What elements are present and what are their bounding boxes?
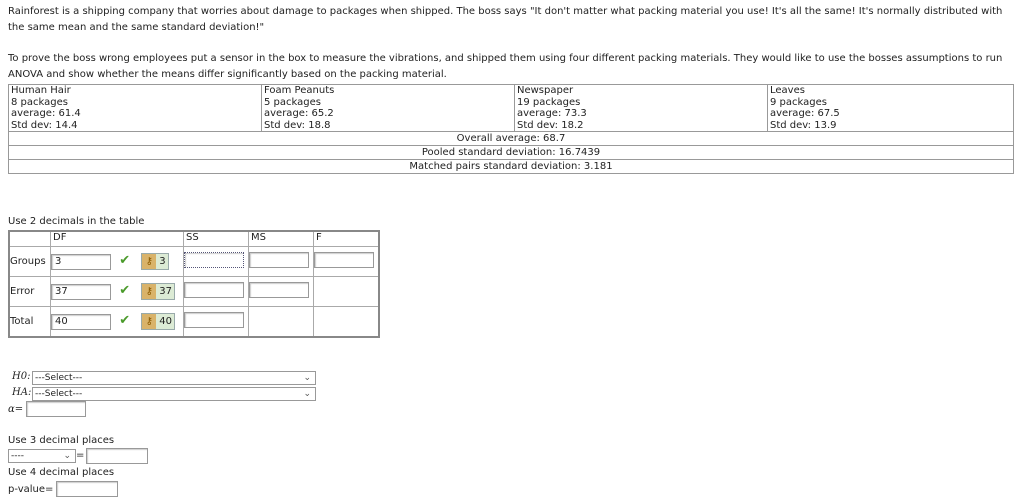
group-sd: Std dev: 13.9: [770, 119, 837, 131]
pvalue-label: p-value=: [8, 484, 54, 495]
answer-groups: ⚷ 3: [141, 253, 168, 270]
anova-table: [8, 230, 380, 338]
equals-sign: =: [76, 450, 85, 461]
chevron-down-icon: ⌄: [303, 389, 311, 399]
row-label-error: Error: [9, 277, 51, 307]
group-name: Newspaper: [517, 85, 574, 96]
ss-cell-error: [184, 277, 249, 307]
alpha-input[interactable]: [26, 401, 86, 417]
h0-label: H0:: [12, 371, 31, 382]
alpha-label: α=: [8, 404, 24, 415]
group-sd: Std dev: 18.2: [517, 119, 584, 131]
group-cell-leaves: [768, 85, 1014, 132]
f-groups-input[interactable]: [314, 252, 374, 268]
group-cell-foam-peanuts: [262, 85, 515, 132]
df-cell-error: [51, 277, 184, 307]
group-sd: Std dev: 18.8: [264, 119, 331, 131]
group-packages: 9 packages: [770, 96, 827, 108]
answer-total: ⚷ 40: [141, 313, 175, 330]
ms-cell-total: [249, 307, 314, 338]
group-name: Leaves: [770, 85, 805, 96]
header-ss: SS: [184, 231, 249, 247]
chevron-down-icon: ⌄: [303, 373, 311, 383]
pooled-sd: Pooled standard deviation: 16.7439: [9, 146, 1014, 160]
matched-pairs-sd: Matched pairs standard deviation: 3.181: [9, 160, 1014, 174]
df-cell-total: [51, 307, 184, 338]
f-cell-groups: [314, 247, 380, 277]
ss-cell-groups: [184, 247, 249, 277]
statistic-select[interactable]: ---- ⌄: [8, 449, 76, 463]
f-cell-error: [314, 277, 380, 307]
key-icon: ⚷: [142, 284, 156, 299]
key-icon: ⚷: [142, 314, 156, 329]
group-average: average: 65.2: [264, 108, 334, 119]
ms-groups-input[interactable]: [249, 252, 309, 268]
pvalue-input[interactable]: [56, 481, 118, 497]
overall-average: Overall average: 68.7: [9, 132, 1014, 146]
ms-cell-error: [249, 277, 314, 307]
ss-error-input[interactable]: [184, 282, 244, 298]
header-ms: MS: [249, 231, 314, 247]
group-name: Foam Peanuts: [264, 85, 335, 96]
check-icon: ✔: [119, 283, 131, 298]
df-groups-input[interactable]: 3: [51, 254, 111, 270]
three-decimal-note: Use 3 decimal places: [8, 435, 115, 446]
group-sd: Std dev: 14.4: [11, 119, 78, 131]
header-blank: [9, 231, 51, 247]
ms-cell-groups: [249, 247, 314, 277]
ha-select[interactable]: ---Select--- ⌄: [32, 387, 316, 401]
check-icon: ✔: [119, 253, 131, 268]
decimals-note: Use 2 decimals in the table: [8, 216, 145, 227]
ss-groups-input[interactable]: [184, 252, 244, 268]
answer-error: ⚷ 37: [141, 283, 175, 300]
check-icon: ✔: [119, 313, 131, 328]
group-average: average: 67.5: [770, 108, 840, 119]
group-name: Human Hair: [11, 85, 71, 96]
row-label-total: Total: [9, 307, 51, 338]
header-f: F: [314, 231, 380, 247]
group-average: average: 73.3: [517, 108, 587, 119]
f-cell-total: [314, 307, 380, 338]
chevron-down-icon: ⌄: [63, 451, 71, 461]
intro-text: Rainforest is a shipping company that worries about damage to packages when shipped. The boss says "It don't matter what packing material you use! It's all the same! It's normally distributed with the same mean and the same standard deviation!": [8, 6, 1003, 33]
df-error-input[interactable]: 37: [51, 284, 111, 300]
header-df: DF: [51, 231, 184, 247]
ss-cell-total: [184, 307, 249, 338]
group-packages: 5 packages: [264, 96, 321, 108]
statistic-input[interactable]: [86, 448, 148, 464]
row-label-groups: Groups: [9, 247, 51, 277]
group-cell-newspaper: [515, 85, 768, 132]
ms-error-input[interactable]: [249, 282, 309, 298]
group-packages: 8 packages: [11, 96, 68, 108]
four-decimal-note: Use 4 decimal places: [8, 467, 115, 478]
h0-select[interactable]: ---Select--- ⌄: [32, 371, 316, 385]
task-text: To prove the boss wrong employees put a sensor in the box to measure the vibrations, and shipped them using four different packing materials. They would like to use the bosses assumptions to run ANOVA and show whether the means differ significantly based on the packing material.: [8, 53, 1003, 80]
ss-total-input[interactable]: [184, 312, 244, 328]
df-total-input[interactable]: 40: [51, 314, 111, 330]
group-packages: 19 packages: [517, 96, 581, 108]
ha-label: HA:: [12, 387, 32, 398]
group-stats-table: [8, 84, 1014, 174]
group-average: average: 61.4: [11, 108, 81, 119]
key-icon: ⚷: [142, 254, 156, 269]
group-cell-human-hair: [9, 85, 262, 132]
df-cell-groups: [51, 247, 184, 277]
